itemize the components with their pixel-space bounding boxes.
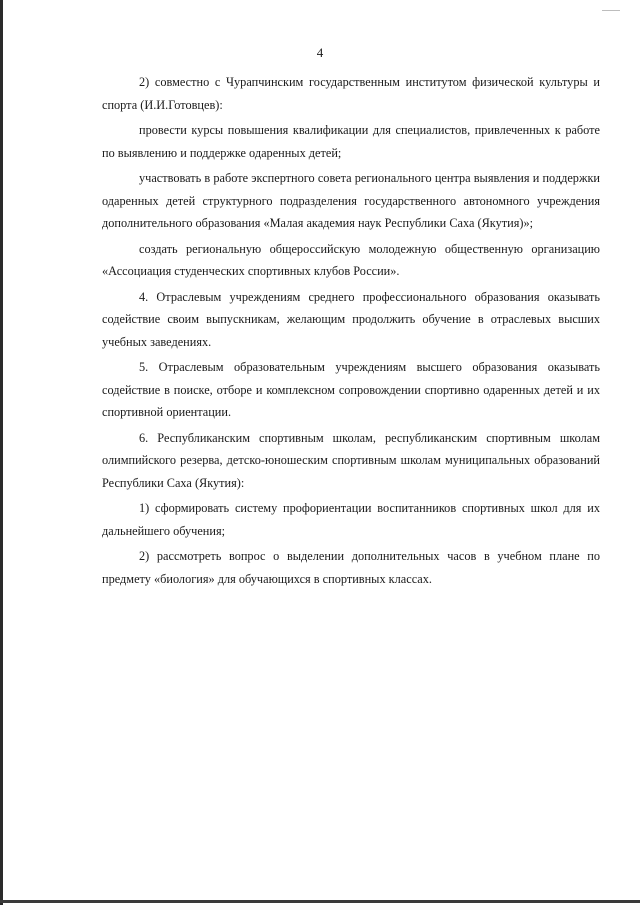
page-number: 4 [316, 45, 324, 60]
paragraph-training-courses: провести курсы повышения квалификации для специалистов, привлеченных к работе по выявлению и поддержке одаренных детей; [102, 123, 600, 160]
paragraph-biology-hours: 2) рассмотреть вопрос о выделении дополнительных часов в учебном плане по предмету «биология» для обучающихся в спортивных классах. [102, 549, 600, 586]
paragraph-4-vocational-institutions: 4. Отраслевым учреждениям среднего профессионального образования оказывать содействие своим выпускникам, желающим продолжить обучение в отраслевых высших учебных заведениях. [102, 289, 600, 349]
paragraph-5-higher-education: 5. Отраслевым образовательным учреждениям высшего образования оказывать содействие в поиске, отборе и комплексном сопровождении спортивно одаренных детей и их спортивной ориентации. [102, 360, 600, 419]
paragraph-career-guidance: 1) сформировать систему профориентации воспитанников спортивных школ для их дальнейшего обучения; [102, 501, 600, 538]
scan-left-border [0, 0, 3, 905]
paragraph-expert-council: участвовать в работе экспертного совета регионального центра выявления и поддержки одаренных детей структурного подразделения государственного автономного учреждения дополнительного образования «Малая академия наук Республики Саха (Якутия)»; [102, 171, 600, 230]
paragraph-student-clubs-association: создать региональную общероссийскую молодежную общественную организацию «Ассоциация студенческих спортивных клубов России». [102, 241, 600, 278]
scan-bottom-border [0, 900, 640, 903]
scan-corner-mark [602, 10, 620, 11]
paragraph-6-sports-schools: 6. Республиканским спортивным школам, республиканским спортивным школам олимпийского резерва, детско-юношеским спортивным школам муниципальных образований Республики Саха (Якутия): [102, 430, 600, 490]
paragraph-2-joint-institute: 2) совместно с Чурапчинским государственным институтом физической культуры и спорта (И.И.Готовцев): [102, 75, 600, 112]
document-body [102, 71, 600, 593]
